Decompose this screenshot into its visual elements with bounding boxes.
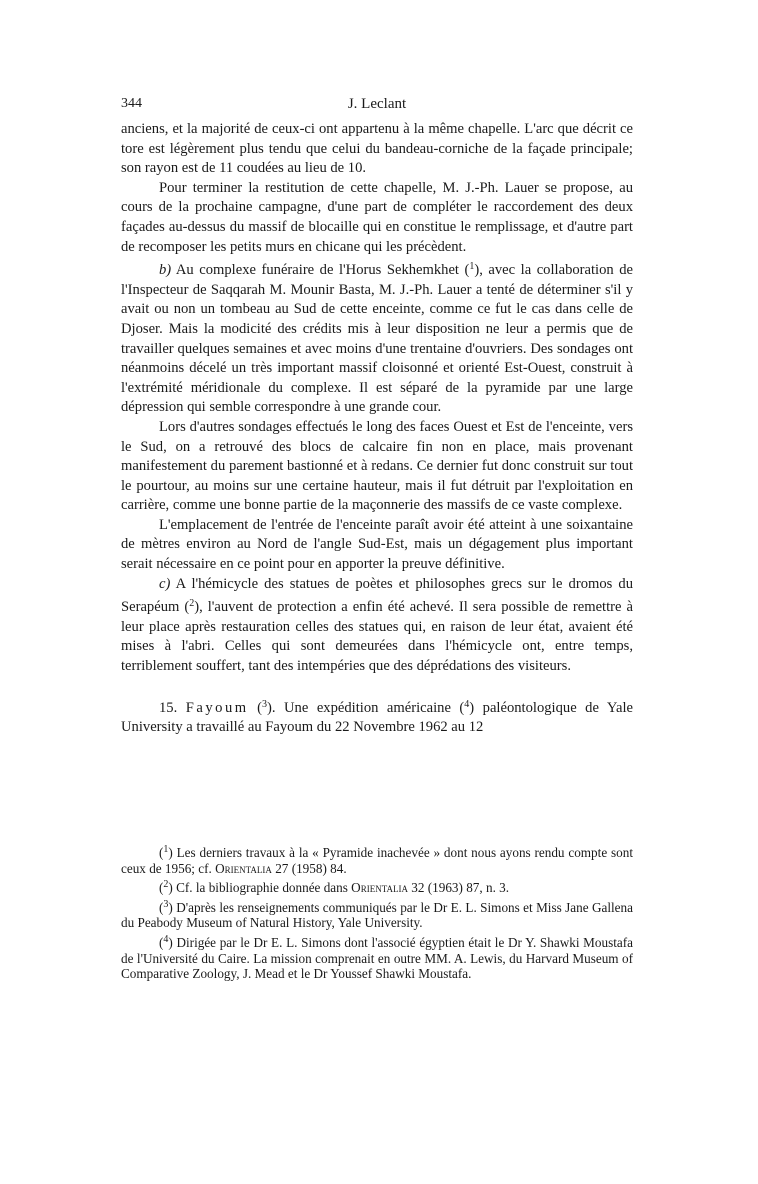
- page-number: 344: [121, 96, 142, 111]
- body-text: [121, 120, 633, 738]
- footnote-ref-2: 2: [189, 598, 195, 610]
- section-15-fayoum: 15. Fayoum ($^3$). Une expédition américaine ($^4$) paléontologique de Yale University a travaillé au Fayoum du 22 Novembre 1962 au 12: [121, 698, 634, 736]
- footnote-ref-3: 3: [262, 698, 267, 710]
- paragraph-chapel-restitution: Pour terminer la restitution de cette chapelle, M. J.-Ph. Lauer se propose, au cours de la prochaine campagne, d'une part de compléter le raccordement des deux façades au-dessus du massif de blocaille qui en constitue le remplissage, et d'autre part de recomposer les petits murs en chicane qui les précèdent.: [121, 179, 633, 255]
- paragraph-soundings: Lors d'autres sondages effectués le long des faces Ouest et Est de l'enceinte, vers le Sud, on a retrouvé des blocs de calcaire fin non en place, mais provenant manifestement du parement bastionné et à redans. Ce dernier fut donc construit sur tout le pourtour, au moins sur une certaine hauteur, mais il fut détruit par l'exploitation en carrière, comme une bonne partie de la maçonnerie des massifs de ce vaste complexe.: [121, 418, 633, 514]
- paragraph-hemicycle: c) A l'hémicycle des statues de poètes et philosophes grecs sur le dromos du Serapéum ($^2$), l'auvent de protection a enfin été achevé. Il sera possible de remettre à leur place après restauration celles des statues qui, en raison de leur état, avaient été mises à l'abri. Celles qui sont demeurées dans l'hémicycle ont, entre temps, terriblement souffert, tant des intempéries que des déprédations des visiteurs.: [121, 575, 634, 675]
- paragraph-continuation: anciens, et la majorité de ceux-ci ont appartenu à la même chapelle. L'arc que décrit ce tore est légèrement plus tendu que celui du bandeau-corniche de la façade principale; son rayon est de 11 coudées au lieu de 10.: [121, 121, 633, 177]
- item-marker-b: b): [159, 262, 172, 279]
- paragraph-entrance: L'emplacement de l'entrée de l'enceinte paraît avoir été atteint à une soixantaine de mètres environ au Nord de l'angle Sud-Est, mais un dégagement plus important serait nécessaire en ce point pour en apporter la preuve définitive.: [121, 516, 633, 573]
- section-place-name: Fayoum: [185, 699, 249, 716]
- item-marker-c: c): [159, 575, 171, 592]
- footnote-4: ($^4$) Dirigée par le Dr E. L. Simons dont l'associé égyptien était le Dr Y. Shawki Moustafa de l'Université du Caire. La mission comprenait en outre MM. A. Lewis, du Harvard Museum of Comparative Zoology, J. Mead et le Dr Youssef Shawki Moustafa.: [121, 933, 633, 982]
- journal-name: Orientalia: [215, 860, 272, 876]
- footnotes: [121, 842, 633, 982]
- page-header: [121, 96, 633, 116]
- footnote-ref-1: 1: [469, 261, 475, 273]
- footnote-ref-4: 4: [464, 698, 470, 710]
- journal-name: Orientalia: [351, 880, 408, 896]
- footnote-3: ($^3$) D'après les renseignements communiqués par le Dr E. L. Simons et Miss Jane Gallena du Peabody Museum of Natural History, Yale University.: [121, 898, 633, 931]
- running-head: J. Leclant: [347, 96, 407, 112]
- footnote-2: ($^2$) Cf. la bibliographie donnée dans Orientalia 32 (1963) 87, n. 3.: [159, 879, 510, 896]
- footnote-1: ($^1$) Les derniers travaux à la « Pyramide inachevée » dont nous ayons rendu compte sont ceux de 1956; cf. Orientalia 27 (1958) 84.: [121, 844, 633, 876]
- paragraph-sekhemkhet: b) Au complexe funéraire de l'Horus Sekhemkhet ($^1$), avec la collaboration de l'Inspecteur de Saqqarah M. Mounir Basta, M. J.-Ph. Lauer a tenté de déterminer s'il y avait ou non un tombeau au Sud de cette enceinte, comme ce fut le cas dans celle de Djoser. Mais la modicité des crédits mis à leur disposition ne leur a permis que de travailler quelques semaines et avec moins d'une trentaine d'ouvriers. Des sondages ont néanmoins décelé un très important massif cloisonné et orienté Est-Ouest, construit à l'extrémité méridionale du complexe. Il est séparé de la pyramide par une large dépression qui semble correspondre à une grande cour.: [121, 261, 633, 416]
- section-number: 15.: [159, 699, 178, 716]
